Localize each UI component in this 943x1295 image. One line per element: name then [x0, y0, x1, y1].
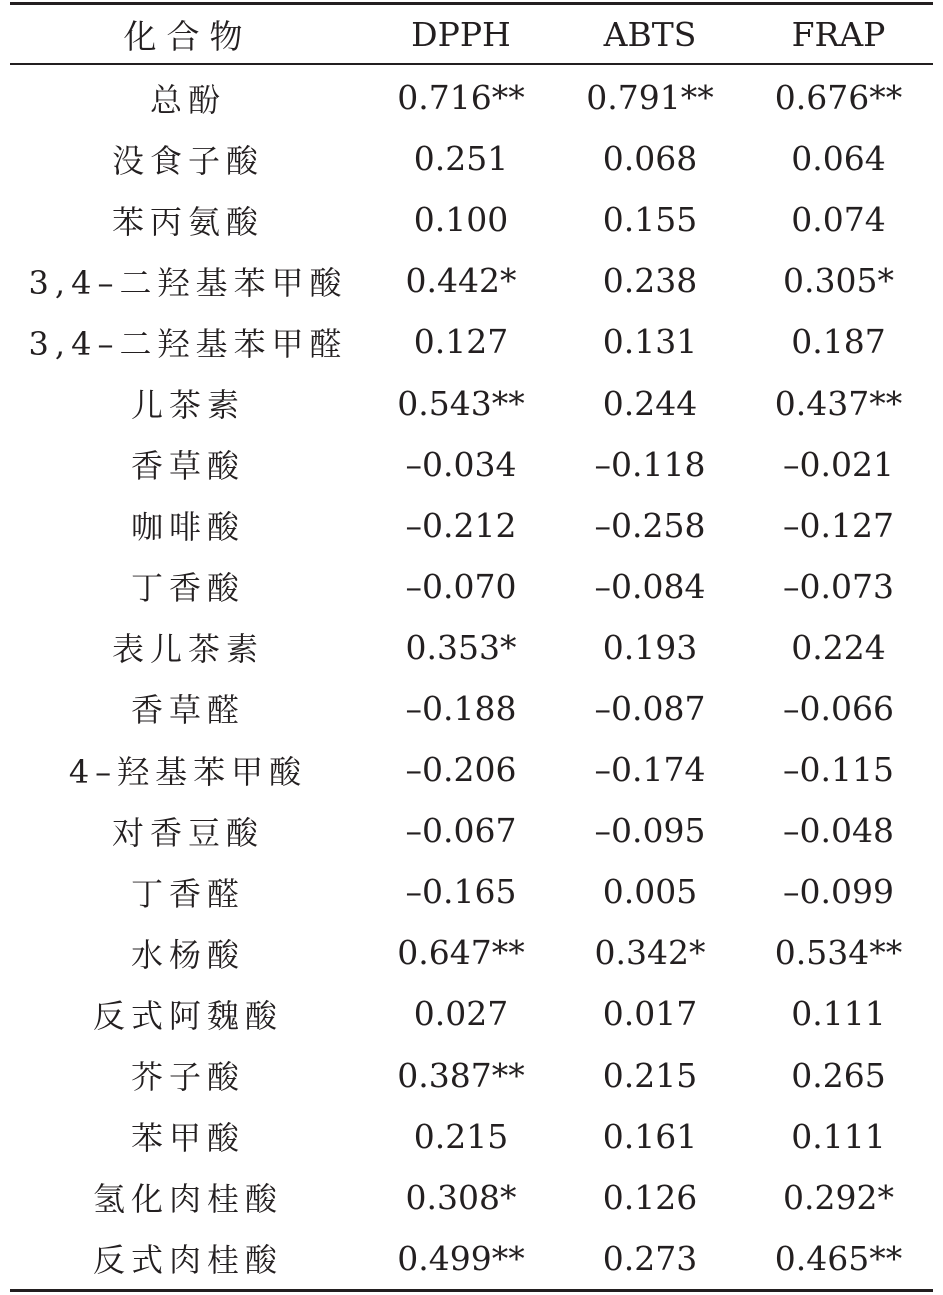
header-abts: ABTS: [603, 14, 697, 54]
cell-compound: 4–羟基苯甲酸: [68, 752, 308, 791]
cell-frap: 0.465**: [774, 1238, 903, 1278]
cell-frap: –0.073: [783, 566, 894, 606]
correlation-table: [10, 5, 933, 63]
cell-frap: 0.676**: [774, 78, 903, 118]
table-row: [10, 800, 933, 861]
correlation-table-body: [10, 65, 933, 1289]
cell-abts: 0.791**: [586, 78, 714, 118]
cell-compound: 儿茶素: [130, 386, 245, 425]
cell-frap: 0.074: [791, 200, 886, 240]
table-row: [10, 678, 933, 739]
cell-frap: –0.115: [783, 750, 894, 790]
cell-abts: 0.155: [602, 200, 698, 240]
cell-abts: –0.258: [594, 505, 706, 545]
cell-dpph: –0.034: [405, 444, 517, 484]
header-compound: 化合物: [123, 16, 253, 56]
cell-frap: 0.111: [791, 994, 886, 1034]
cell-dpph: –0.188: [405, 688, 517, 728]
cell-abts: 0.005: [602, 872, 698, 912]
table-row: [10, 1045, 933, 1106]
cell-dpph: 0.215: [413, 1116, 509, 1156]
cell-dpph: –0.070: [405, 566, 517, 606]
cell-compound: 咖啡酸: [130, 508, 245, 547]
cell-abts: 0.193: [602, 627, 698, 667]
table-row: [10, 434, 933, 495]
cell-abts: –0.118: [594, 444, 706, 484]
cell-abts: 0.273: [602, 1238, 698, 1278]
cell-dpph: –0.206: [405, 750, 517, 790]
cell-compound: 水杨酸: [130, 935, 245, 974]
cell-abts: –0.087: [594, 688, 706, 728]
cell-compound: 香草酸: [130, 447, 245, 486]
cell-compound: 没食子酸: [111, 141, 264, 180]
cell-dpph: 0.100: [413, 200, 509, 240]
cell-compound: 香草醛: [130, 691, 245, 730]
cell-compound: 丁香醛: [130, 874, 245, 913]
cell-frap: –0.048: [783, 811, 894, 851]
cell-frap: 0.064: [791, 139, 886, 179]
table-row: [10, 250, 933, 311]
cell-frap: –0.066: [783, 688, 894, 728]
table-row: [10, 495, 933, 556]
cell-dpph: 0.543**: [397, 383, 525, 423]
cell-compound: 芥子酸: [130, 1058, 245, 1097]
cell-frap: –0.021: [783, 444, 894, 484]
table-row: [10, 372, 933, 433]
cell-dpph: 0.442*: [405, 261, 517, 301]
cell-abts: 0.161: [602, 1116, 698, 1156]
table-row: [10, 617, 933, 678]
table-row: [10, 311, 933, 372]
cell-frap: –0.099: [783, 872, 894, 912]
table-row: [10, 556, 933, 617]
cell-dpph: –0.212: [405, 505, 517, 545]
header-frap: FRAP: [791, 14, 886, 54]
cell-compound: 反式肉桂酸: [92, 1241, 283, 1280]
cell-compound: 苯甲酸: [130, 1119, 245, 1158]
table-row: [10, 128, 933, 189]
cell-compound: 表儿茶素: [111, 630, 264, 669]
table-row: [10, 1106, 933, 1167]
table-body: [10, 65, 933, 1289]
cell-dpph: 0.308*: [405, 1177, 517, 1217]
cell-compound: 反式阿魏酸: [92, 996, 283, 1035]
cell-frap: 0.187: [791, 322, 886, 362]
cell-dpph: 0.647**: [397, 933, 525, 973]
table-row: [10, 983, 933, 1044]
table-bottom-rule: [10, 1289, 933, 1292]
header-row: [10, 5, 933, 63]
cell-frap: 0.292*: [783, 1177, 894, 1217]
table-row: [10, 1167, 933, 1228]
cell-compound: 3,4–二羟基苯甲醛: [28, 324, 348, 363]
cell-compound: 总酚: [149, 80, 226, 119]
cell-compound: 丁香酸: [130, 569, 245, 608]
cell-dpph: –0.067: [405, 811, 517, 851]
cell-dpph: 0.387**: [397, 1055, 525, 1095]
cell-abts: 0.244: [602, 383, 698, 423]
cell-frap: 0.437**: [774, 383, 903, 423]
cell-abts: –0.084: [594, 566, 706, 606]
cell-frap: 0.305*: [783, 261, 894, 301]
table-row: [10, 922, 933, 983]
cell-compound: 苯丙氨酸: [111, 202, 264, 241]
cell-frap: –0.127: [783, 505, 894, 545]
cell-frap: 0.224: [791, 627, 886, 667]
cell-abts: 0.131: [602, 322, 698, 362]
cell-compound: 氢化肉桂酸: [92, 1180, 283, 1219]
cell-abts: –0.095: [594, 811, 706, 851]
correlation-table-container: [10, 0, 933, 1292]
cell-abts: 0.126: [602, 1177, 698, 1217]
cell-dpph: 0.027: [413, 994, 509, 1034]
table-header: [10, 5, 933, 63]
cell-dpph: 0.353*: [405, 627, 517, 667]
table-row: [10, 189, 933, 250]
cell-frap: 0.534**: [774, 933, 903, 973]
table-row: [10, 739, 933, 800]
cell-abts: 0.238: [602, 261, 698, 301]
cell-abts: 0.215: [602, 1055, 698, 1095]
cell-dpph: 0.127: [413, 322, 509, 362]
cell-dpph: 0.716**: [397, 78, 525, 118]
cell-dpph: 0.251: [413, 139, 509, 179]
cell-frap: 0.111: [791, 1116, 886, 1156]
table-row: [10, 1228, 933, 1289]
table-row: [10, 861, 933, 922]
cell-dpph: –0.165: [405, 872, 517, 912]
cell-compound: 3,4–二羟基苯甲酸: [28, 263, 348, 302]
cell-abts: –0.174: [594, 750, 706, 790]
header-dpph: DPPH: [411, 14, 511, 54]
cell-dpph: 0.499**: [397, 1238, 525, 1278]
cell-abts: 0.342*: [594, 933, 706, 973]
table-row: [10, 65, 933, 128]
cell-abts: 0.017: [602, 994, 698, 1034]
cell-abts: 0.068: [602, 139, 698, 179]
cell-compound: 对香豆酸: [111, 813, 264, 852]
cell-frap: 0.265: [791, 1055, 886, 1095]
